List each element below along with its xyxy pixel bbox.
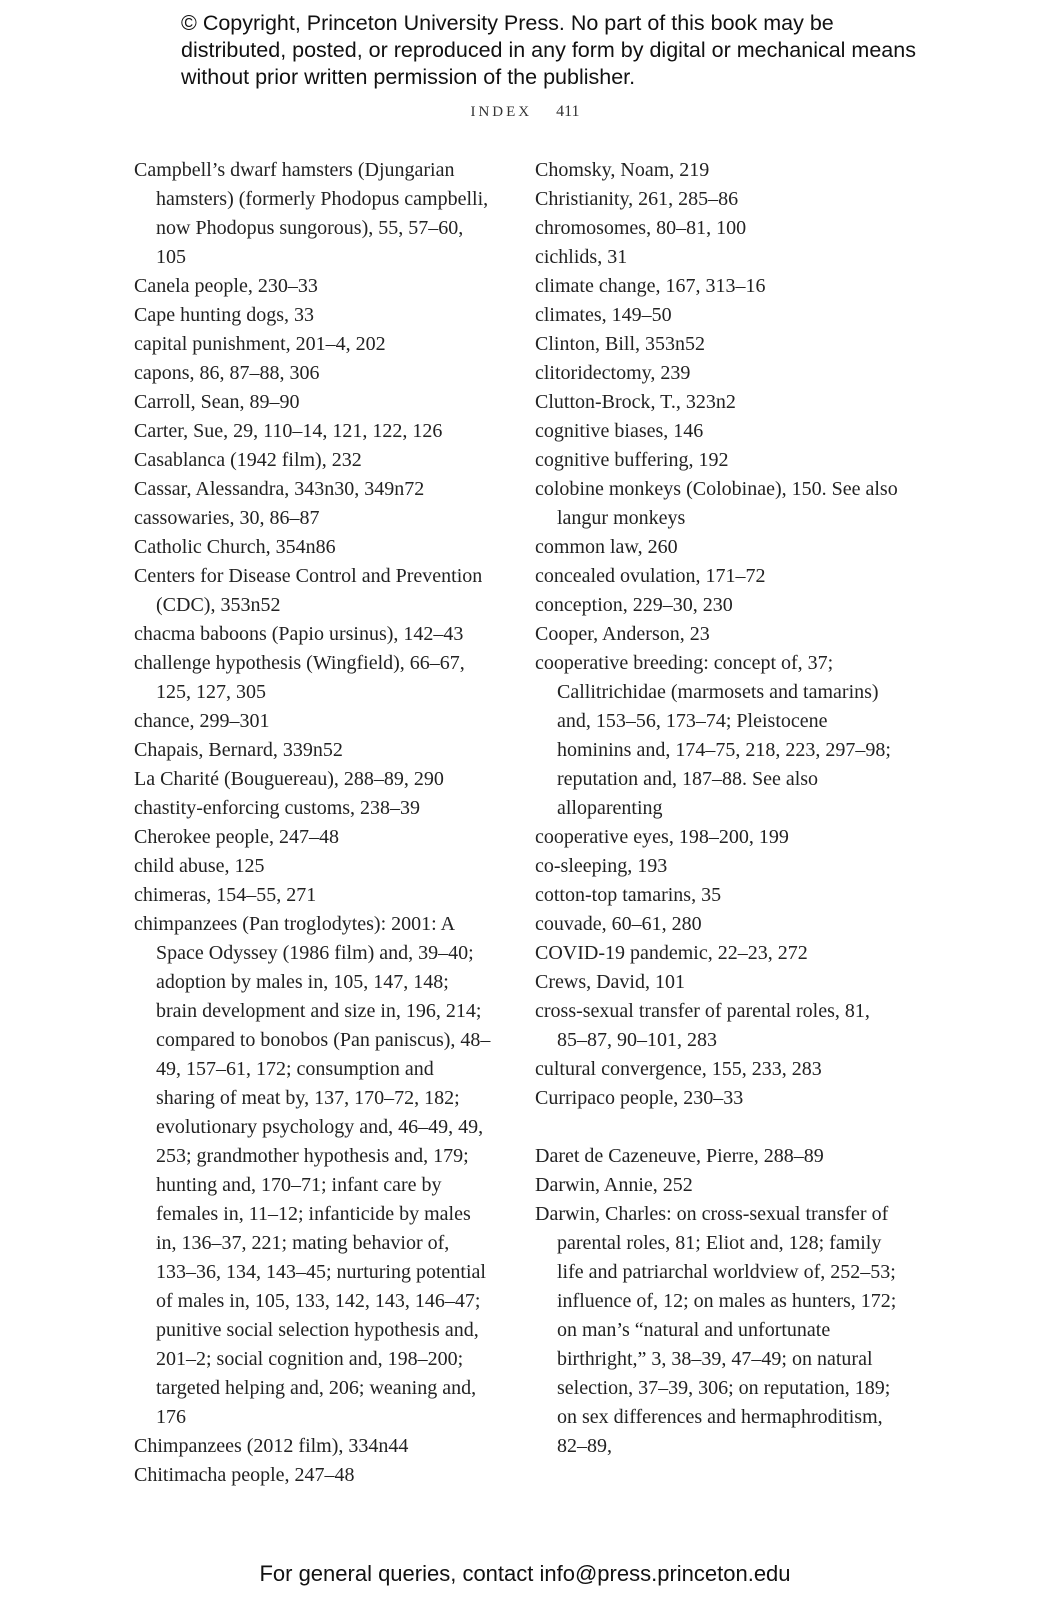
index-entry: capital punishment, 201–4, 202 bbox=[134, 333, 386, 355]
index-entry: Catholic Church, 354n86 bbox=[134, 536, 336, 558]
index-entry: Cassar, Alessandra, 343n30, 349n72 bbox=[134, 478, 425, 500]
section-title: INDEX bbox=[470, 104, 533, 120]
index-entry: clitoridectomy, 239 bbox=[535, 362, 691, 384]
index-entry: Canela people, 230–33 bbox=[134, 275, 318, 297]
index-entry: Clinton, Bill, 353n52 bbox=[535, 333, 706, 355]
index-entry: Carter, Sue, 29, 110–14, 121, 122, 126 bbox=[134, 420, 443, 442]
index-entry: La Charité (Bouguereau), 288–89, 290 bbox=[134, 768, 444, 790]
index-entry: cognitive buffering, 192 bbox=[535, 449, 729, 471]
index-entry: cooperative breeding: concept of, 37; Callitrichidae (marmosets and tamarins) and, 153–56, 173–74; Pleistocene hominins and, 174–75, 218, 223, 297–98; reputation and, 187–88. See also alloparenting bbox=[535, 652, 891, 819]
contact-footer: For general queries, contact info@press.princeton.edu bbox=[259, 1561, 791, 1586]
letter-group-gap bbox=[535, 1113, 899, 1142]
index-entry: Chitimacha people, 247–48 bbox=[134, 1464, 355, 1486]
index-entry: cooperative eyes, 198–200, 199 bbox=[535, 826, 789, 848]
page-number: 411 bbox=[556, 103, 580, 120]
index-entry: Chimpanzees (2012 film), 334n44 bbox=[134, 1435, 409, 1457]
index-entry: cognitive biases, 146 bbox=[535, 420, 704, 442]
index-column-right bbox=[535, 156, 899, 1461]
index-entry: co-sleeping, 193 bbox=[535, 855, 668, 877]
index-entry: cichlids, 31 bbox=[535, 246, 628, 268]
running-head bbox=[0, 103, 1050, 121]
index-entry: Cooper, Anderson, 23 bbox=[535, 623, 710, 645]
index-entry: Cherokee people, 247–48 bbox=[134, 826, 339, 848]
index-entry: cultural convergence, 155, 233, 283 bbox=[535, 1058, 822, 1080]
index-entry: concealed ovulation, 171–72 bbox=[535, 565, 766, 587]
index-entry: Curripaco people, 230–33 bbox=[535, 1087, 744, 1109]
index-entry: Clutton-Brock, T., 323n2 bbox=[535, 391, 736, 413]
index-entry: Carroll, Sean, 89–90 bbox=[134, 391, 300, 413]
index-entry: Darwin, Annie, 252 bbox=[535, 1174, 693, 1196]
index-column-left bbox=[134, 156, 494, 1490]
index-entry: cassowaries, 30, 86–87 bbox=[134, 507, 320, 529]
index-entry: child abuse, 125 bbox=[134, 855, 265, 877]
index-entry: cotton-top tamarins, 35 bbox=[535, 884, 722, 906]
index-entry: chacma baboons (Papio ursinus), 142–43 bbox=[134, 623, 464, 645]
index-entry: Chomsky, Noam, 219 bbox=[535, 159, 710, 181]
index-entry: challenge hypothesis (Wingfield), 66–67, 125, 127, 305 bbox=[134, 652, 465, 703]
index-entry: chimeras, 154–55, 271 bbox=[134, 884, 317, 906]
index-entry: conception, 229–30, 230 bbox=[535, 594, 733, 616]
index-entry: climate change, 167, 313–16 bbox=[535, 275, 766, 297]
copyright-notice: © Copyright, Princeton University Press. No part of this book may be distributed, posted, or reproduced in any form by digital or mechanical means without prior written permission of the publisher. bbox=[181, 11, 916, 89]
index-entry: Casablanca (1942 film), 232 bbox=[134, 449, 362, 471]
index-entry: capons, 86, 87–88, 306 bbox=[134, 362, 320, 384]
index-entry: Darwin, Charles: on cross-sexual transfer of parental roles, 81; Eliot and, 128; family life and patriarchal worldview of, 252–53; influence of, 12; on males as hunters, 172; on man’s “natural and unfortunate birthright,” 3, 38–39, 47–49; on natural selection, 37–39, 306; on reputation, 189; on sex differences and hermaphroditism, 82–89, bbox=[535, 1203, 897, 1457]
index-entry: chance, 299–301 bbox=[134, 710, 270, 732]
index-entry: chastity-enforcing customs, 238–39 bbox=[134, 797, 421, 819]
index-entry: colobine monkeys (Colobinae), 150. See also langur monkeys bbox=[535, 478, 898, 529]
index-entry: Daret de Cazeneuve, Pierre, 288–89 bbox=[535, 1145, 824, 1167]
index-entry: Cape hunting dogs, 33 bbox=[134, 304, 314, 326]
index-entry: chromosomes, 80–81, 100 bbox=[535, 217, 747, 239]
index-entry: climates, 149–50 bbox=[535, 304, 672, 326]
index-entry: Centers for Disease Control and Prevention (CDC), 353n52 bbox=[134, 565, 483, 616]
index-entry: COVID-19 pandemic, 22–23, 272 bbox=[535, 942, 808, 964]
index-entry: chimpanzees (Pan troglodytes): 2001: A Space Odyssey (1986 film) and, 39–40; adoption by males in, 105, 147, 148; brain development and size in, 196, 214; compared to bonobos (Pan paniscus), 48–49, 157–61, 172; consumption and sharing of meat by, 137, 170–72, 182; evolutionary psychology and, 46–49, 49, 253; grandmother hypothesis and, 179; hunting and, 170–71; infant care by females in, 11–12; infanticide by males in, 136–37, 221; mating behavior of, 133–36, 134, 143–45; nurturing potential of males in, 105, 133, 142, 143, 146–47; punitive social selection hypothesis and, 201–2; social cognition and, 198–200; targeted helping and, 206; weaning and, 176 bbox=[134, 913, 491, 1428]
index-entry: Campbell’s dwarf hamsters (Djungarian hamsters) (formerly Phodopus campbelli, now Phodopus sungorous), 55, 57–60, 105 bbox=[134, 159, 489, 268]
index-entry: common law, 260 bbox=[535, 536, 678, 558]
index-entry: Chapais, Bernard, 339n52 bbox=[134, 739, 343, 761]
index-entry: couvade, 60–61, 280 bbox=[535, 913, 702, 935]
index-entry: Christianity, 261, 285–86 bbox=[535, 188, 739, 210]
index-entry: Crews, David, 101 bbox=[535, 971, 685, 993]
index-entry: cross-sexual transfer of parental roles, 81, 85–87, 90–101, 283 bbox=[535, 1000, 870, 1051]
